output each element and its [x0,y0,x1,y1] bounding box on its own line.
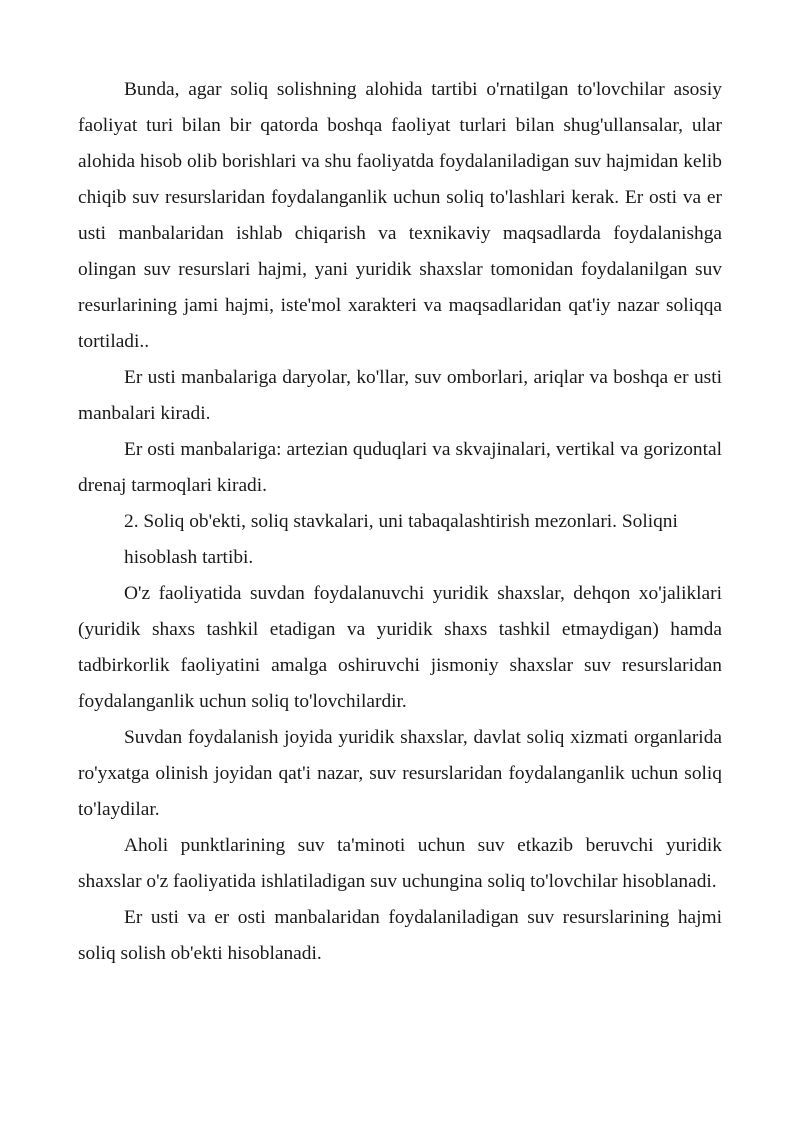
paragraph-tax-separate-accounting: Bunda, agar soliq solishning alohida tartibi o'rnatilgan to'lovchilar asosiy faoliyat turi bilan bir qatorda boshqa faoliyat turlari bilan shug'ullansalar, ular alohida hisob olib borishlari va shu faoliyatda foydalaniladigan suv hajmidan kelib chiqib suv resurslaridan foydalanganlik uchun soliq to'lashlari kerak. Er osti va er usti manbalaridan ishlab chiqarish va texnikaviy maqsadlarda foydalanishga olingan suv resurslari hajmi, yani yuridik shaxslar tomonidan foydalanilgan suv resurlarining jami hajmi, iste'mol xarakteri va maqsadlaridan qat'iy nazar soliqqa tortiladi.. [78,79,722,352]
paragraph-water-suppliers: Aholi punktlarining suv ta'minoti uchun suv etkazib beruvchi yuridik shaxslar o'z faoliyatida ishlatiladigan suv uchungina soliq to'lovchilar hisoblanadi. [78,835,722,892]
paragraph-taxpayers: O'z faoliyatida suvdan foydalanuvchi yuridik shaxslar, dehqon xo'jaliklari (yuridik shaxs tashkil etadigan va yuridik shaxs tashkil etmaydigan) hamda tadbirkorlik faoliyatini amalga oshiruvchi jismoniy shaxslar suv resurslaridan foydalanganlik uchun soliq to'lovchilardir. [78,583,722,712]
paragraph-tax-object: Er usti va er osti manbalaridan foydalaniladigan suv resurslarining hajmi soliq solish ob'ekti hisoblanadi. [78,907,722,964]
section-heading: 2. Soliq ob'ekti, soliq stavkalari, uni tabaqalashtirish mezonlari. Soliqni hisoblash tartibi. [124,511,678,568]
paragraph-underground-sources: Er osti manbalariga: artezian quduqlari va skvajinalari, vertikal va gorizontal drenaj tarmoqlari kiradi. [78,439,722,496]
paragraph-payment-location: Suvdan foydalanish joyida yuridik shaxslar, davlat soliq xizmati organlarida ro'yxatga olinish joyidan qat'i nazar, suv resurslaridan foydalanganlik uchun soliq to'laydilar. [78,727,722,820]
document-body [78,72,722,972]
paragraph-surface-sources: Er usti manbalariga daryolar, ko'llar, suv omborlari, ariqlar va boshqa er usti manbalari kiradi. [78,367,722,424]
